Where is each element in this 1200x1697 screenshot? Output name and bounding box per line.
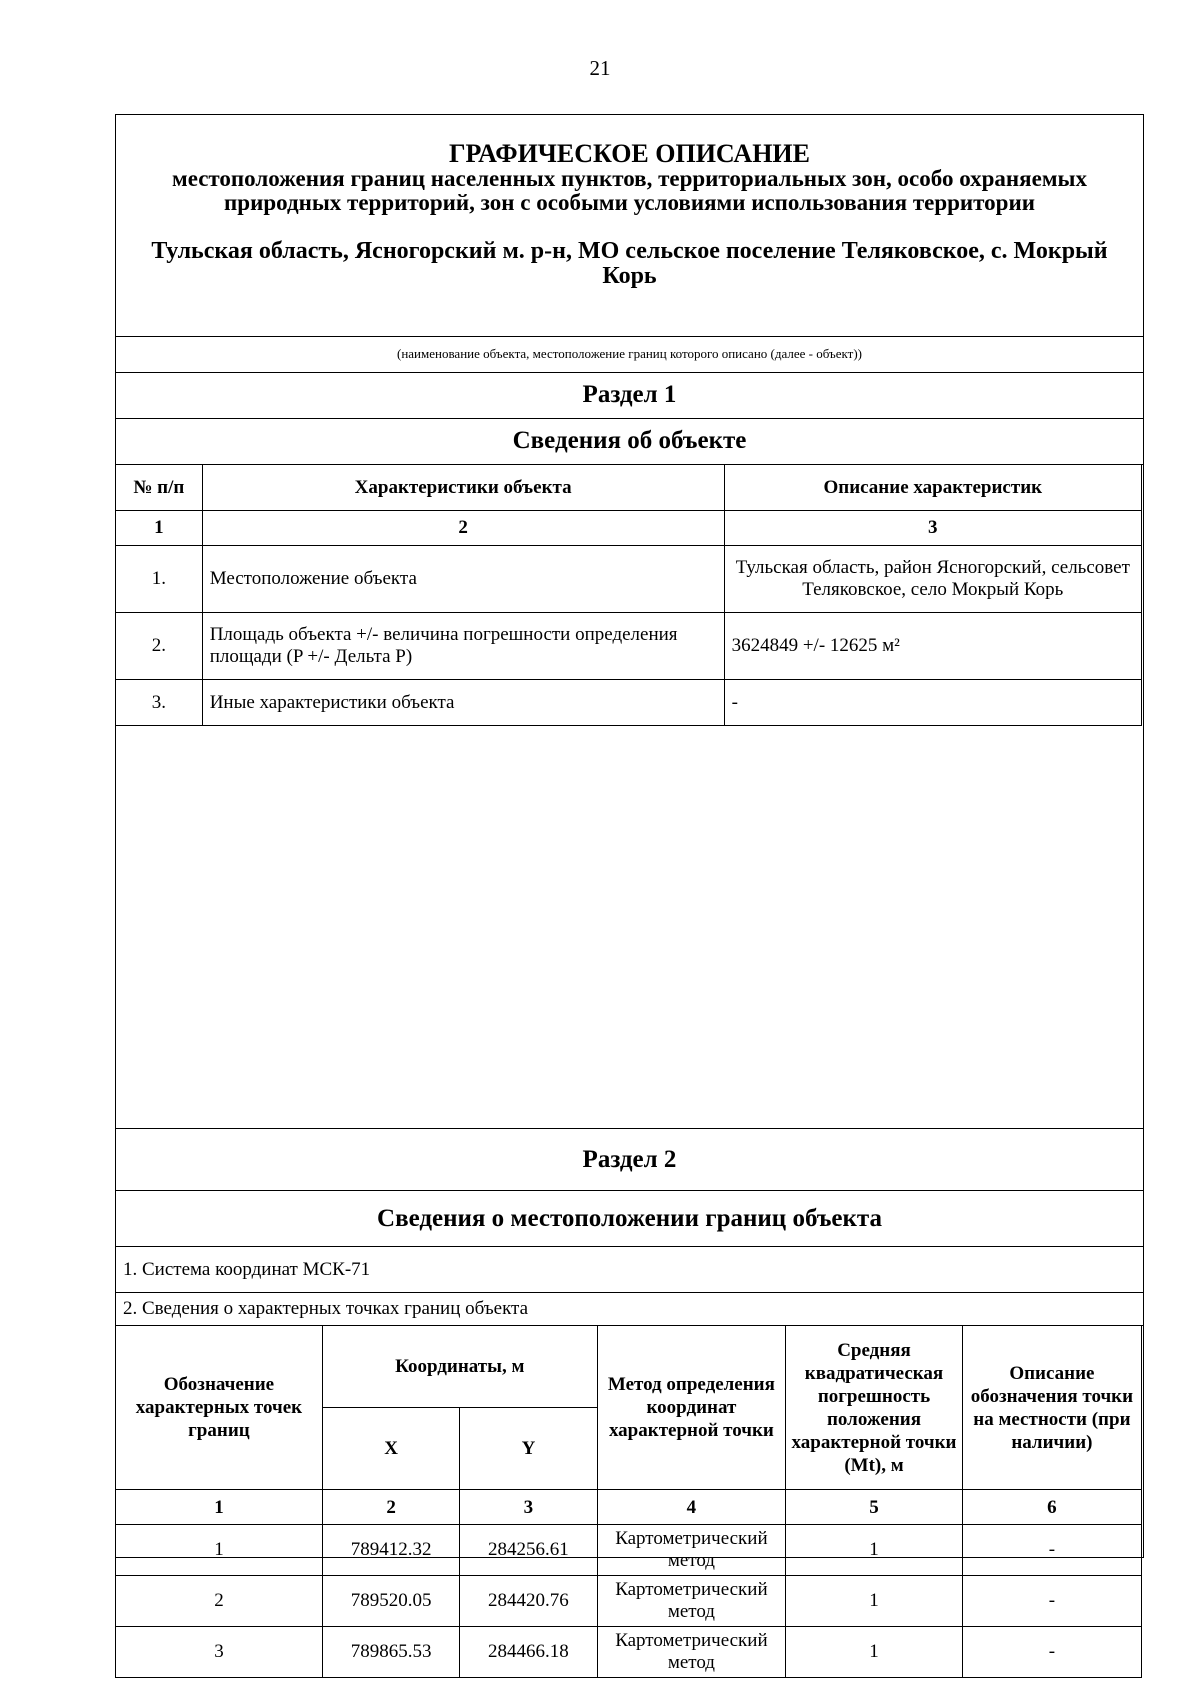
column-header-designation: Обозначение характерных точек границ xyxy=(116,1326,323,1490)
table-row xyxy=(116,1627,1142,1678)
point-id: 3 xyxy=(116,1627,323,1678)
table-row xyxy=(116,680,1142,726)
section2-subtitle: Сведения о местоположении границ объекта xyxy=(116,1191,1143,1247)
characteristic-name: Местоположение объекта xyxy=(202,546,724,613)
row-number: 3. xyxy=(116,680,203,726)
column-number: 3 xyxy=(724,511,1141,546)
column-number: 2 xyxy=(202,511,724,546)
point-y: 284420.76 xyxy=(460,1576,597,1627)
object-info-table xyxy=(115,464,1142,726)
point-x: 789412.32 xyxy=(322,1525,459,1576)
page-number: 21 xyxy=(589,56,611,80)
point-y: 284466.18 xyxy=(460,1627,597,1678)
title-block xyxy=(116,115,1143,337)
boundary-points-table xyxy=(115,1325,1142,1678)
row-number: 2. xyxy=(116,613,203,680)
point-id: 2 xyxy=(116,1576,323,1627)
column-number: 1 xyxy=(116,1490,323,1525)
column-header-x: X xyxy=(322,1408,459,1490)
point-x: 789865.53 xyxy=(322,1627,459,1678)
column-number: 1 xyxy=(116,511,203,546)
column-header-error: Средняя квадратическая погрешность положения характерной точки (Mt), м xyxy=(786,1326,963,1490)
column-header-description: Описание обозначения точки на местности (при наличии) xyxy=(962,1326,1141,1490)
column-number-row xyxy=(116,511,1142,546)
point-desc: - xyxy=(962,1525,1141,1576)
column-header-y: Y xyxy=(460,1408,597,1490)
characteristic-value: 3624849 +/- 12625 м² xyxy=(724,613,1141,680)
characteristic-value: Тульская область, район Ясногорский, сельсовет Теляковское, село Мокрый Корь xyxy=(724,546,1141,613)
column-number: 3 xyxy=(460,1490,597,1525)
row-number: 1. xyxy=(116,546,203,613)
column-number: 2 xyxy=(322,1490,459,1525)
section2-title: Раздел 2 xyxy=(116,1129,1143,1191)
point-mt: 1 xyxy=(786,1627,963,1678)
object-name-note: (наименование объекта, местоположение границ которого описано (далее - объект)) xyxy=(116,337,1143,373)
table-row xyxy=(116,1576,1142,1627)
point-desc: - xyxy=(962,1627,1141,1678)
column-number: 6 xyxy=(962,1490,1141,1525)
section1-title: Раздел 1 xyxy=(116,373,1143,419)
document-subtitle: местоположения границ населенных пунктов, территориальных зон, особо охраняемых природных территорий, зон с особыми условиями использования территории xyxy=(172,166,1087,215)
point-mt: 1 xyxy=(786,1576,963,1627)
column-header: № п/п xyxy=(116,465,203,511)
coordinate-system-line: 1. Система координат МСК-71 xyxy=(116,1247,1143,1293)
table-header-row xyxy=(116,465,1142,511)
point-method: Картометрический метод xyxy=(597,1525,786,1576)
column-header-coordinates: Координаты, м xyxy=(322,1326,597,1408)
column-header: Описание характеристик xyxy=(724,465,1141,511)
characteristic-name: Иные характеристики объекта xyxy=(202,680,724,726)
object-location-title: Тульская область, Ясногорский м. р-н, МО сельское поселение Теляковское, с. Мокрый Корь xyxy=(151,238,1108,289)
column-header: Характеристики объекта xyxy=(202,465,724,511)
column-number: 4 xyxy=(597,1490,786,1525)
point-mt: 1 xyxy=(786,1525,963,1576)
points-heading-line: 2. Сведения о характерных точках границ объекта xyxy=(116,1293,1143,1326)
point-id: 1 xyxy=(116,1525,323,1576)
table-row xyxy=(116,1525,1142,1576)
point-desc: - xyxy=(962,1576,1141,1627)
column-number: 5 xyxy=(786,1490,963,1525)
table-header-row xyxy=(116,1326,1142,1408)
column-header-method: Метод определения координат характерной точки xyxy=(597,1326,786,1490)
document-frame xyxy=(115,114,1144,1673)
characteristic-value: - xyxy=(724,680,1141,726)
table-row xyxy=(116,613,1142,680)
column-number-row xyxy=(116,1490,1142,1525)
section1-subtitle: Сведения об объекте xyxy=(116,419,1143,465)
characteristic-name: Площадь объекта +/- величина погрешности определения площади (P +/- Дельта P) xyxy=(202,613,724,680)
point-y: 284256.61 xyxy=(460,1525,597,1576)
table-row xyxy=(116,546,1142,613)
point-method: Картометрический метод xyxy=(597,1576,786,1627)
blank-area xyxy=(116,838,1143,1129)
point-x: 789520.05 xyxy=(322,1576,459,1627)
point-method: Картометрический метод xyxy=(597,1627,786,1678)
document-title: ГРАФИЧЕСКОЕ ОПИСАНИЕ xyxy=(449,139,810,168)
